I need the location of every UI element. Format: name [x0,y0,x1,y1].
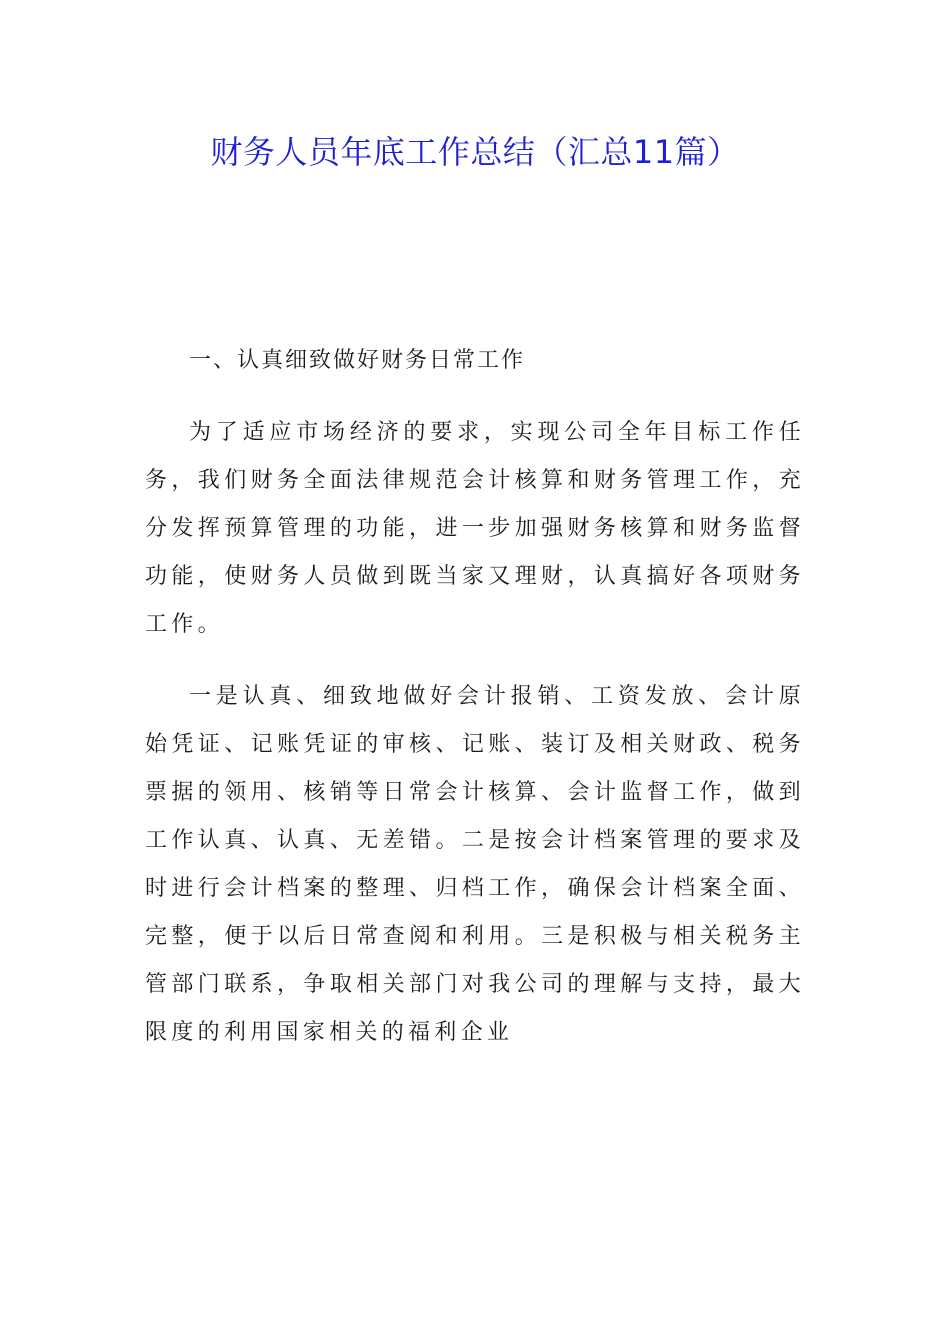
body-paragraph: 一是认真、细致地做好会计报销、工资发放、会计原始凭证、记账凭证的审核、记账、装订及相关财政、税务票据的领用、核销等日常会计核算、会计监督工作，做到工作认真、认真、无差错。二是按会计档案管理的要求及时进行会计档案的整理、归档工作，确保会计档案全面、完整，便于以后日常查阅和利用。三是积极与相关税务主管部门联系，争取相关部门对我公司的理解与支持，最大限度的利用国家相关的福利企业 [145,684,805,1045]
body-paragraph: 为了适应市场经济的要求，实现公司全年目标工作任务，我们财务全面法律规范会计核算和财务管理工作，充分发挥预算管理的功能，进一步加强财务核算和财务监督功能，使财务人员做到既当家又理财，认真搞好各项财务工作。 [145,420,805,637]
document-body [145,337,805,1081]
section-heading: 一、认真细致做好财务日常工作 [189,348,526,373]
document-title: 财务人员年底工作总结（汇总11篇） [210,133,740,171]
